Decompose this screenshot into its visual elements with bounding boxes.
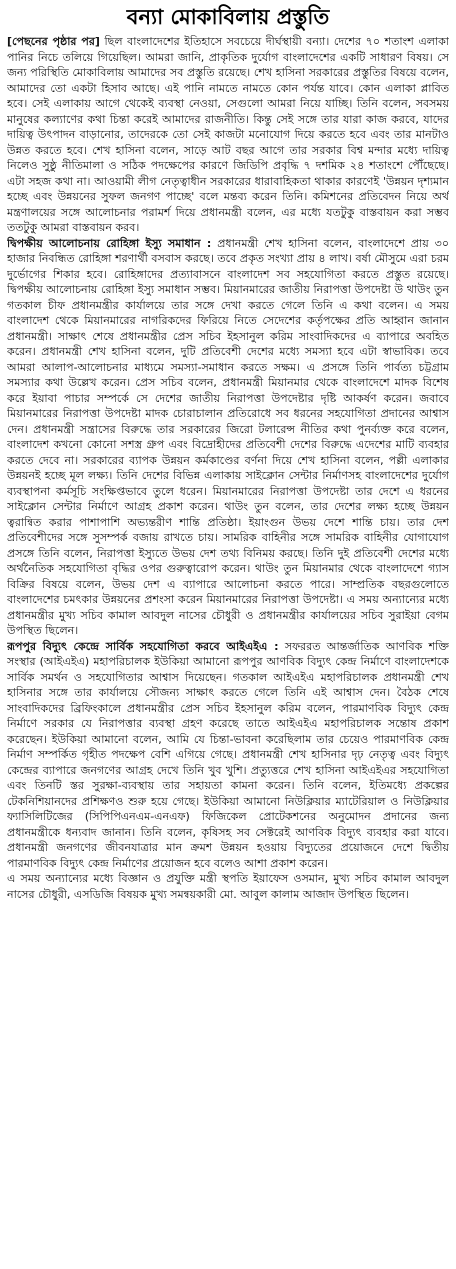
subheading-rohingya: দ্বিপক্ষীয় আলোচনায় রোহিঙ্গা ইস্যু সমাধান : — [7, 236, 212, 250]
paragraph-intro-text: ছিল বাংলাদেশের ইতিহাসে সবচেয়ে দীর্ঘস্থায়ী বন্যা। দেশের ৭০ শতাংশ এলাকা পানির নিচে তলিয়ে গিয়েছিল। আমরা জানি, প্রাকৃতিক দুর্যোগ বাংলাদেশের একটি সাধারণ বিষয়। সে জন্য পরিস্থিতি মোকাবিলায় আমাদের সব প্রস্তুতি রয়েছে। শেখ হাসিনা সরকারের প্রস্তুতির বিষয়ে বলেন, আমাদের তো একটা হিসাব আছে। এই পানি নামতে নামতে কোন পর্যন্ত যাবে। কোন এলাকা প্লাবিত হবে। সেই এলাকায় আগে থেকেই ব্যবস্থা নেওয়া, সেগুলো আমরা নিয়ে যাচ্ছি। তিনি বলেন, সবসময় মানুষের কল্যাণের কথা চিন্তা করেই আমাদের রাজনীতি। কিন্তু সেই সঙ্গে তার যারা কাজ করবে, যাদের দায়িত্ব উৎপাদন বাড়ানোর, তাদেরকে তো সেই কাজটা মনোযোগ দিয়ে করতে হবে এবং তার মানটাও উন্নত করতে হবে। শেখ হাসিনা বলেন, সাড়ে আট বছর আগে তার সরকার বিশ্ব মন্দার মধ্যে দায়িত্ব নিলেও সুষ্ঠু নীতিমালা ও সঠিক পদক্ষেপের কারণে জিডিপি প্রবৃদ্ধি ৭ দশমিক ২৪ শতাংশে পৌঁছেছে। এটা সহজ কথা না। আওয়ামী লীগ নেতৃত্বাধীন সরকারের ধারাবাহিকতা থাকার কারণেই 'উন্নয়ন দৃশ্যমান হচ্ছে এবং উন্নয়নের সুফল জনগণ পাচ্ছে' বলে মন্তব্য করেন তিনি। কমিশনের প্রতিবেদন নিয়ে অর্থ মন্ত্রণালয়ের সঙ্গে আলোচনার পরামর্শ দিয়ে প্রধানমন্ত্রী বলেন, এর মধ্যে যতটুকু বাস্তবায়ন করা সম্ভব ততটুকু আমরা বাস্তবায়ন করব। — [7, 35, 449, 234]
article-headline: বন্যা মোকাবিলায় প্রস্তুতি — [126, 5, 330, 29]
article-body — [7, 34, 449, 1262]
continued-from-label: [পেছনের পৃষ্ঠার পর] — [7, 35, 100, 48]
paragraph-intro — [7, 34, 449, 236]
paragraph-rohingya — [7, 236, 449, 639]
paragraph-rooppur-text: সফররত আন্তর্জাতিক আণবিক শক্তি সংস্থার (আইএইএ) মহাপরিচালক ইউকিয়া আমানো রূপপুর আণবিক বিদ্যুৎ কেন্দ্র নির্মাণে বাংলাদেশকে সার্বিক সমর্থন ও সহযোগিতার আশ্বাস দিয়েছেন। গতকাল আইএইএ মহাপরিচালক প্রধানমন্ত্রী শেখ হাসিনার সঙ্গে তার কার্যালয়ে সৌজন্য সাক্ষাৎ করতে গেলে তিনি এই আশ্বাস দেন। বৈঠক শেষে সাংবাদিকদের ব্রিফিংকালে প্রধানমন্ত্রীর প্রেস সচিব ইহসানুল করিম বলেন, পারমাণবিক বিদ্যুৎ কেন্দ্র নির্মাণে সরকার যে নিরাপত্তার ব্যবস্থা গ্রহণ করেছে তাতে আইএইএ মহাপরিচালক সন্তোষ প্রকাশ করেছেন। ইউকিয়া আমানো বলেন, আমি যে চিন্তা-ভাবনা করেছিলাম তার চেয়েও পারমাণবিক কেন্দ্র নির্মাণ সম্পর্কিত গৃহীত পদক্ষেপ বেশি এগিয়ে গেছে। প্রধানমন্ত্রী শেখ হাসিনার দৃঢ় নেতৃত্ব এবং বিদ্যুৎ কেন্দ্রের ব্যাপারে জনগণের আগ্রহ দেখে তিনি খুব খুশি। প্রত্যুত্তরে শেখ হাসিনা আইএইএর সহযোগিতা এবং তিনটি স্তর সুরক্ষা-ব্যবস্থায় তার সহায়তা কামনা করেন। তিনি বলেন, ইতিমধ্যে প্রকল্পের টেকনিশিয়ানদের প্রশিক্ষণও শুরু হয়ে গেছে। ইউকিয়া আমানো নিউক্লিয়ার ম্যাটেরিয়াল ও নিউক্লিয়ার ফ্যাসিলিটিজের (সিপিপিএনএম-এনএফ) ফিজিকেল প্রোটেকশনের অনুমোদন প্রদানের জন্য প্রধানমন্ত্রীকে ধন্যবাদ জানান। তিনি বলেন, কৃষিসহ সব সেক্টরেই আণবিক বিদ্যুৎ ব্যবহার করা যাবে। প্রধানমন্ত্রী জনগণের জীবনযাত্রার মান ক্রমশ উন্নয়ন হওয়ায় বিদ্যুতের প্রয়োজনে দেশে দ্বিতীয় পারমাণবিক বিদ্যুৎ কেন্দ্র নির্মাণের প্রয়োজন হবে বলেও আশা প্রকাশ করেন। — [7, 639, 449, 870]
subheading-rooppur: রূপপুর বিদ্যুৎ কেন্দ্রে সার্বিক সহযোগিতা করবে আইএইএ : — [7, 639, 279, 653]
paragraph-rooppur — [7, 639, 449, 872]
paragraph-closing: এ সময় অন্যান্যের মধ্যে বিজ্ঞান ও প্রযুক্তি মন্ত্রী স্থপতি ইয়াফেস ওসমান, মুখ্য সচিব কামাল আবদুল নাসের চৌধুরী, এসডিজি বিষয়ক মুখ্য সমন্বয়কারী মো. আবুল কালাম আজাদ উপস্থিত ছিলেন। — [7, 872, 449, 901]
paragraph-rohingya-text: প্রধানমন্ত্রী শেখ হাসিনা বলেন, বাংলাদেশে প্রায় ৩০ হাজার নিবন্ধিত রোহিঙ্গা শরণার্থী বসবাস করছে। তবে প্রকৃত সংখ্যা প্রায় ৪ লাখ। বর্ষা মৌসুমে এরা চরম দুর্ভোগের শিকার হবে। রোহিঙ্গাদের প্রত্যাবাসনে বাংলাদেশ সব সহযোগিতা করতে প্রস্তুত রয়েছে। দ্বিপক্ষীয় আলোচনায় রোহিঙ্গা ইস্যু সমাধান সম্ভব। মিয়ানমারের জাতীয় নিরাপত্তা উপদেষ্টা উ থাউং তুন গতকাল চীফ প্রধানমন্ত্রীর কার্যালয়ে তার সঙ্গে দেখা করতে গেলে তিনি এ কথা বলেন। এ সময় বাংলাদেশ থেকে মিয়ানমারের নাগরিকদের ফিরিয়ে নিতে সেদেশের কর্তৃপক্ষের প্রতি আহ্বান জানান প্রধানমন্ত্রী। সাক্ষাৎ শেষে প্রধানমন্ত্রীর প্রেস সচিব ইহসানুল করিম সাংবাদিকদের এ ব্যাপারে অবহিত করেন। প্রধানমন্ত্রী শেখ হাসিনা বলেন, দুটি প্রতিবেশী দেশের মধ্যে সমস্যা হবে এটা স্বাভাবিক। তবে আমরা আলাপ-আলোচনার মাধ্যমে সমস্যা-সমাধান করতে সক্ষম। এ প্রসঙ্গে তিনি পার্বত্য চট্টগ্রাম সমস্যার কথা উল্লেখ করেন। প্রেস সচিব বলেন, প্রধানমন্ত্রী মিয়ানমার থেকে বাংলাদেশে মাদক বিশেষ করে ইয়াবা পাচার সম্পর্কে সে দেশের জাতীয় নিরাপত্তা উপদেষ্টার দৃষ্টি আকর্ষণ করেন। জবাবে মিয়ানমারের নিরাপত্তা উপদেষ্টা মাদক চোরাচালান প্রতিরোধে সব ধরনের সহযোগিতা প্রদানের আশ্বাস দেন। প্রধানমন্ত্রী সন্ত্রাসের বিরুদ্ধে তার সরকারের জিরো টলারেন্স নীতির কথা পুনর্ব্যক্ত করে বলেন, বাংলাদেশ কখনো কোনো সশস্ত্র গ্রুপ এবং বিদ্রোহীদের প্রতিবেশী দেশের বিরুদ্ধে এদেশের মাটি ব্যবহার করতে দেবে না। সরকারের ব্যাপক উন্নয়ন কর্মকাণ্ডের বর্ণনা দিয়ে শেখ হাসিনা বলেন, পল্লী এলাকার উন্নয়নই হচ্ছে মূল লক্ষ্য। তিনি দেশের বিভিন্ন এলাকায় সাইক্লোন সেন্টার নির্মাণসহ বাংলাদেশের দুর্যোগ ব্যবস্থাপনা কর্মসূচি সংক্ষিপ্তভাবে তুলে ধরেন। মিয়ানমারের নিরাপত্তা উপদেষ্টা তার দেশে এ ধরনের সাইক্লোন সেন্টার নির্মাণে আগ্রহ প্রকাশ করেন। থাউং তুন বলেন, তার দেশের লক্ষ্য হচ্ছে উন্নয়ন ত্বরান্বিত করার পাশাপাশি অভ্যন্তরীণ শান্তি প্রতিষ্ঠা। ইয়াংগুন উভয় দেশে শান্তি চায়। তার দেশ প্রতিবেশীদের সঙ্গে সুসম্পর্ক বজায় রাখতে চায়। সামরিক বাহিনীর সঙ্গে সামরিক বাহিনীর যোগাযোগ প্রসঙ্গে তিনি বলেন, নিরাপত্তা ইস্যুতে উভয় দেশ তথ্য বিনিময় করছে। তিনি দুই প্রতিবেশী দেশের মধ্যে অর্থনৈতিক সহযোগিতা বৃদ্ধির ওপর গুরুত্বারোপ করেন। থাউং তুন মিয়ানমার থেকে বাংলাদেশে গ্যাস বিক্রির বিষয়ে বলেন, উভয় দেশ এ ব্যাপারে আলোচনা করতে পারে। সাম্প্রতিক বছরগুলোতে বাংলাদেশের চমৎকার উন্নয়নের প্রশংসা করেন মিয়ানমারের নিরাপত্তা উপদেষ্টা। এ সময় অন্যান্যের মধ্যে প্রধানমন্ত্রীর মুখ্য সচিব কামাল আবদুল নাসের চৌধুরী ও প্রধানমন্ত্রীর কার্যালয়ের সচিব সুরাইয়া বেগম উপস্থিত ছিলেন। — [7, 236, 449, 637]
